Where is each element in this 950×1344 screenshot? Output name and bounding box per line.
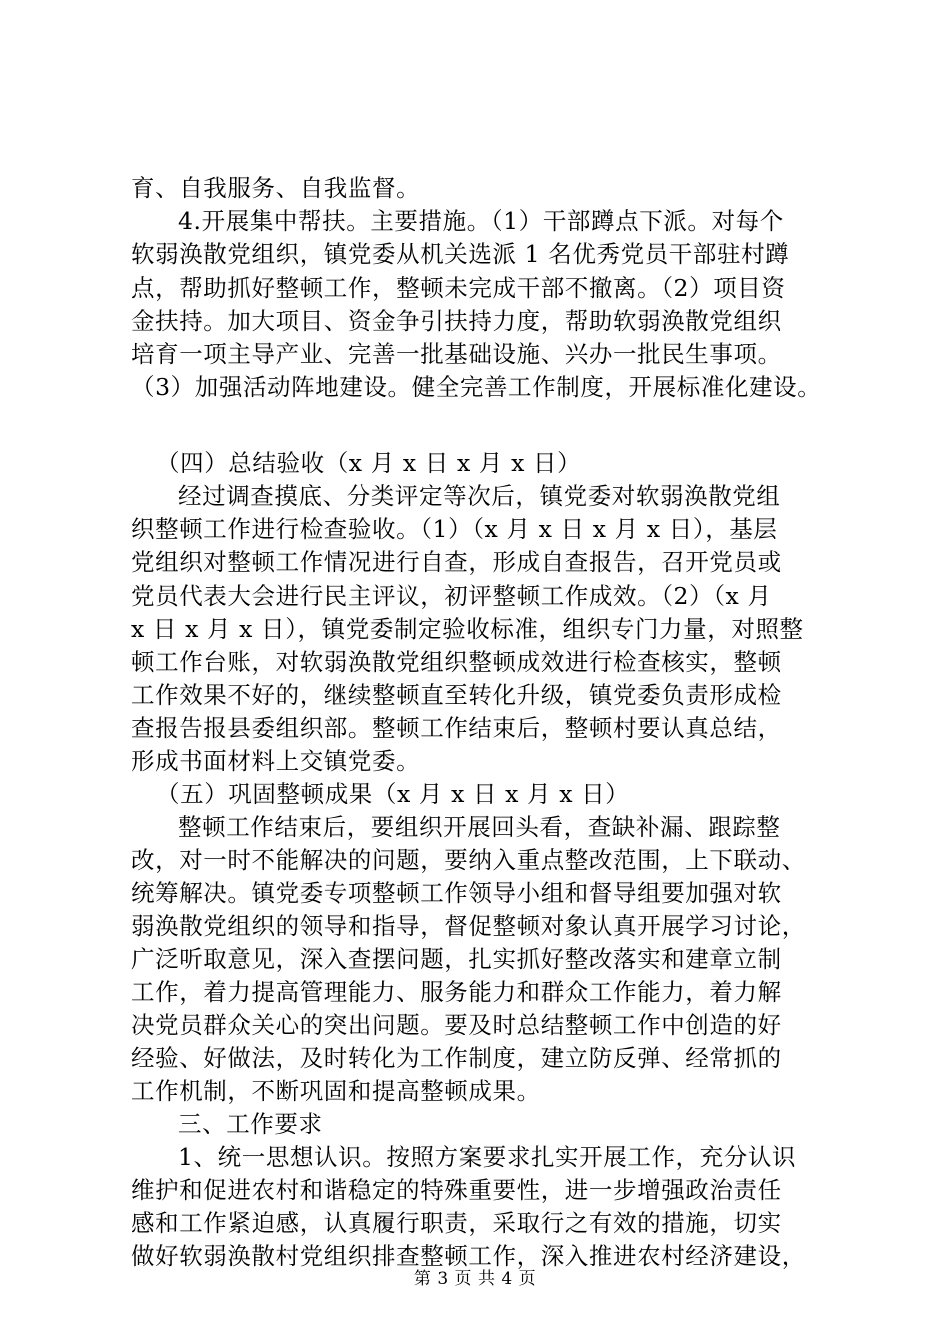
text-line: x 日 x 月 x 日），镇党委制定验收标准，组织专门力量，对照整 (131, 615, 804, 643)
text-line: 经过调查摸底、分类评定等次后，镇党委对软弱涣散党组 (178, 482, 781, 510)
text-line: 顿工作台账，对软弱涣散党组织整顿成效进行检查核实，整顿 (131, 648, 782, 676)
text-line: 工作效果不好的，继续整顿直至转化升级，镇党委负责形成检 (131, 681, 782, 709)
text-line: 形成书面材料上交镇党委。 (131, 747, 421, 775)
text-line: 育、自我服务、自我监督。 (131, 174, 421, 202)
page-number-footer: 第 3 页 共 4 页 (413, 1269, 537, 1289)
text-line: 织整顿工作进行检查验收。（1）（x 月 x 日 x 月 x 日），基层 (131, 515, 778, 543)
text-line: 改，对一时不能解决的问题，要纳入重点整改范围，上下联动、 (131, 846, 806, 874)
text-line: 金扶持。加大项目、资金争引扶持力度，帮助软弱涣散党组织 (131, 307, 782, 335)
text-line: 查报告报县委组织部。整顿工作结束后，整顿村要认真总结， (131, 714, 782, 742)
section-heading: （五）巩固整顿成果（x 月 x 日 x 月 x 日） (156, 780, 630, 808)
text-line: 工作机制，不断巩固和提高整顿成果。 (131, 1077, 541, 1105)
text-line: 软弱涣散党组织，镇党委从机关选派 1 名优秀党员干部驻村蹲 (131, 240, 790, 268)
text-line: （3）加强活动阵地建设。健全完善工作制度，开展标准化建设。 (131, 373, 822, 401)
section-heading: 三、工作要求 (178, 1110, 323, 1138)
text-line: 点，帮助抓好整顿工作，整顿未完成干部不撤离。（2）项目资 (131, 274, 786, 302)
text-line: 统筹解决。镇党委专项整顿工作领导小组和督导组要加强对软 (131, 879, 782, 907)
text-line: 决党员群众关心的突出问题。要及时总结整顿工作中创造的好 (131, 1011, 782, 1039)
text-line: 整顿工作结束后，要组织开展回头看，查缺补漏、跟踪整 (178, 813, 781, 841)
text-line: 4.开展集中帮扶。主要措施。（1）干部蹲点下派。对每个 (178, 207, 784, 235)
text-line: 维护和促进农村和谐稳定的特殊重要性，进一步增强政治责任 (131, 1176, 782, 1204)
text-line: 广泛听取意见，深入查摆问题，扎实抓好整改落实和建章立制 (131, 945, 782, 973)
text-line: 培育一项主导产业、完善一批基础设施、兴办一批民生事项。 (131, 340, 782, 368)
text-line: 做好软弱涣散村党组织排查整顿工作，深入推进农村经济建设， (131, 1242, 806, 1270)
text-line: 工作，着力提高管理能力、服务能力和群众工作能力，着力解 (131, 978, 782, 1006)
text-line: 党员代表大会进行民主评议，初评整顿工作成效。（2）（x 月 (131, 582, 772, 610)
text-line: 弱涣散党组织的领导和指导，督促整顿对象认真开展学习讨论， (131, 912, 806, 940)
text-line: 感和工作紧迫感，认真履行职责，采取行之有效的措施，切实 (131, 1209, 782, 1237)
text-line: 党组织对整顿工作情况进行自查，形成自查报告，召开党员或 (131, 548, 782, 576)
text-line: 1、统一思想认识。按照方案要求扎实开展工作，充分认识 (178, 1143, 797, 1171)
text-line: 经验、好做法，及时转化为工作制度，建立防反弹、经常抓的 (131, 1044, 782, 1072)
section-heading: （四）总结验收（x 月 x 日 x 月 x 日） (156, 449, 582, 477)
